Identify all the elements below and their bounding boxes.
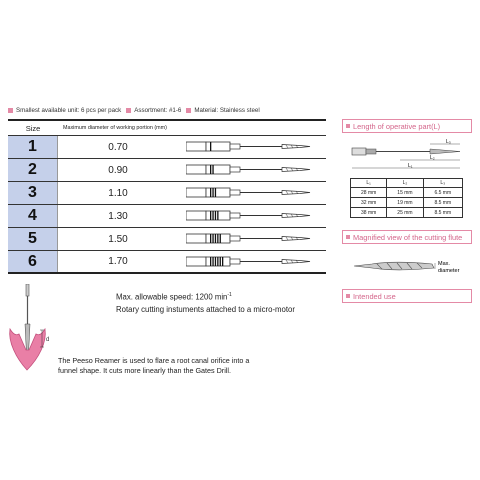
tool-image-cell — [178, 228, 326, 250]
usage-line: Rotary cutting instuments attached to a micro-motor — [116, 304, 295, 314]
table-row — [8, 182, 326, 205]
spec-material-label: Material: Stainless steel — [194, 107, 260, 114]
length-header-cell: L₂ — [387, 179, 423, 188]
length-cell: 32 mm — [351, 198, 387, 208]
diameter-cell — [58, 256, 178, 267]
diameter-value: 1.50 — [108, 233, 128, 245]
diameter-cell — [58, 165, 178, 176]
flute-header — [342, 230, 472, 244]
diameter-cell — [58, 142, 178, 153]
tool-image-cell — [178, 159, 326, 181]
diameter-label: diameter — [438, 268, 460, 274]
size-value: 2 — [28, 161, 37, 178]
bullet-square-icon — [186, 108, 191, 113]
speed-unit-sup: -1 — [227, 292, 232, 298]
table-row — [8, 159, 326, 182]
peeso-reamer-icon — [186, 164, 316, 176]
size-cell — [8, 228, 58, 250]
bullet-square-icon — [346, 294, 350, 298]
length-table-row — [351, 198, 463, 208]
length-header-cell: L₁ — [351, 179, 387, 188]
use-header-label: Intended use — [353, 291, 396, 301]
spec-assortment-label: Assortment: #1-6 — [134, 107, 182, 114]
bullet-square-icon — [126, 108, 131, 113]
tool-image-cell — [178, 136, 326, 158]
diameter-value: 0.90 — [108, 164, 128, 176]
size-cell — [8, 159, 58, 181]
length-table-header — [351, 179, 463, 188]
table-row — [8, 205, 326, 228]
size-value: 4 — [28, 207, 37, 224]
spec-line — [8, 107, 265, 114]
l3-dim-label: L₃ — [446, 139, 451, 145]
peeso-reamer-icon — [186, 187, 316, 199]
diameter-d-label: d — [46, 337, 50, 343]
diameter-cell — [58, 188, 178, 199]
l1-dim-label: L₁ — [408, 163, 413, 169]
size-cell — [8, 182, 58, 204]
header-size: Size — [25, 123, 41, 133]
size-cell — [8, 136, 58, 158]
table-row — [8, 251, 326, 274]
max-label: Max. — [438, 261, 450, 267]
length-cell: 19 mm — [387, 198, 423, 208]
length-cell: 6.5 mm — [423, 188, 462, 198]
size-cell — [8, 251, 58, 272]
length-cell: 8.5 mm — [423, 198, 462, 208]
size-cell — [8, 205, 58, 227]
spec-material — [186, 107, 259, 114]
tool-image-cell — [178, 182, 326, 204]
speed-info — [116, 289, 295, 316]
size-table — [8, 119, 326, 274]
peeso-reamer-icon — [186, 256, 316, 268]
length-table-row — [351, 208, 463, 218]
length-header-cell: L₃ — [423, 179, 462, 188]
flute-header-label: Magnified view of the cutting flute — [353, 232, 463, 242]
length-table-row — [351, 188, 463, 198]
length-cell: 25 mm — [387, 208, 423, 218]
diameter-value: 1.30 — [108, 210, 128, 222]
speed-line — [116, 289, 295, 304]
length-diagram — [350, 138, 470, 176]
length-cell: 28 mm — [351, 188, 387, 198]
bullet-square-icon — [8, 108, 13, 113]
cutting-flute-diagram — [352, 255, 472, 279]
length-cell: 15 mm — [387, 188, 423, 198]
bullet-square-icon — [346, 235, 350, 239]
size-value: 1 — [28, 138, 37, 155]
diameter-value: 1.70 — [108, 256, 128, 267]
spec-unit — [8, 107, 121, 114]
table-row — [8, 136, 326, 159]
length-cell: 38 mm — [351, 208, 387, 218]
spec-unit-label: Smallest available unit: 6 pcs per pack — [16, 107, 122, 114]
size-value: 5 — [28, 230, 37, 247]
tool-image-cell — [178, 251, 326, 272]
bullet-square-icon — [346, 124, 350, 128]
use-header — [342, 289, 472, 303]
reamer-in-tooth-illustration — [6, 284, 56, 374]
speed-text: Max. allowable speed: 1200 min — [116, 292, 228, 302]
diameter-value: 0.70 — [108, 141, 128, 153]
table-row — [8, 228, 326, 251]
description-text: The Peeso Reamer is used to flare a root canal orifice into a funnel shape. It cuts more linearly than the Gates Drill. — [58, 356, 250, 375]
header-diameter: Maximum diameter of working portion (mm) — [63, 125, 167, 131]
right-panel — [342, 119, 472, 133]
length-cell: 8.5 mm — [423, 208, 462, 218]
length-header-label: Length of operative part(L) — [353, 121, 441, 131]
peeso-reamer-icon — [186, 210, 316, 222]
spec-assortment — [126, 107, 181, 114]
l2-dim-label: L₂ — [430, 155, 435, 161]
tool-image-cell — [178, 205, 326, 227]
table-header — [8, 121, 326, 136]
diameter-cell — [58, 211, 178, 222]
peeso-reamer-icon — [186, 233, 316, 245]
length-table — [350, 178, 463, 218]
diameter-cell — [58, 234, 178, 245]
length-header — [342, 119, 472, 133]
size-value: 3 — [28, 184, 37, 201]
diameter-value: 1.10 — [108, 187, 128, 199]
size-value: 6 — [28, 252, 37, 270]
peeso-reamer-icon — [186, 141, 316, 153]
